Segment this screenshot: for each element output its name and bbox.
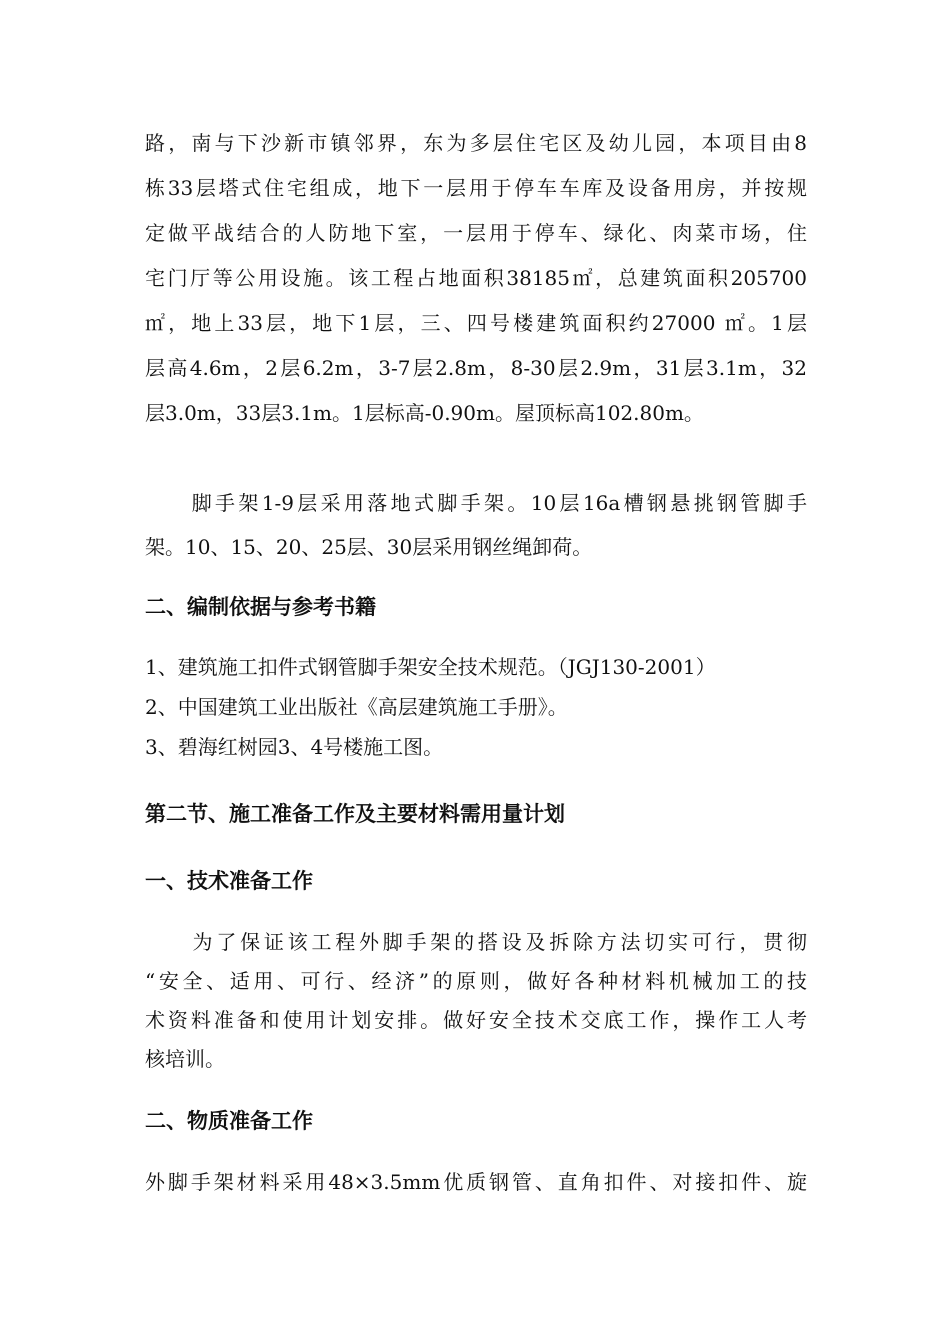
paragraph-line: 为了保证该工程外脚手架的搭设及拆除方法切实可行，贯彻 <box>145 930 807 954</box>
paragraph-line: 层高4.6m，2层6.2m，3-7层2.8m，8-30层2.9m，31层3.1m，32 <box>145 356 807 380</box>
reference-item: 3、碧海红树园3、4号楼施工图。 <box>145 735 444 759</box>
paragraph-line: 术资料准备和使用计划安排。做好安全技术交底工作，操作工人考 <box>145 1008 807 1032</box>
paragraph-line: 定做平战结合的人防地下室，一层用于停车、绿化、肉菜市场，住 <box>145 221 807 245</box>
section-heading: 一、技术准备工作 <box>145 869 313 893</box>
paragraph-line: 核培训。 <box>145 1047 225 1071</box>
paragraph-line: ㎡，地上33层，地下1层，三、四号楼建筑面积约27000 ㎡。1层 <box>145 311 807 335</box>
paragraph-line: 外脚手架材料采用48×3.5mm优质钢管、直角扣件、对接扣件、旋 <box>145 1170 807 1194</box>
reference-item: 2、中国建筑工业出版社《高层建筑施工手册》。 <box>145 695 568 719</box>
section-heading: 二、物质准备工作 <box>145 1109 313 1133</box>
paragraph-line: 路，南与下沙新市镇邻界，东为多层住宅区及幼儿园，本项目由8 <box>145 131 807 155</box>
paragraph-line: 架。10、15、20、25层、30层采用钢丝绳卸荷。 <box>145 535 593 559</box>
reference-item: 1、建筑施工扣件式钢管脚手架安全技术规范。（JGJ130-2001） <box>145 655 716 679</box>
paragraph-line: “安全、适用、可行、经济”的原则，做好各种材料机械加工的技 <box>145 969 807 993</box>
chapter-heading: 第二节、施工准备工作及主要材料需用量计划 <box>145 802 565 826</box>
paragraph-line: 层3.0m，33层3.1m。1层标高-0.90m。屋顶标高102.80m。 <box>145 401 704 425</box>
paragraph-line: 宅门厅等公用设施。该工程占地面积38185㎡，总建筑面积205700 <box>145 266 807 290</box>
paragraph-line: 脚手架1-9层采用落地式脚手架。10层16a槽钢悬挑钢管脚手 <box>145 491 807 515</box>
section-heading: 二、编制依据与参考书籍 <box>145 595 376 619</box>
paragraph-line: 栋33层塔式住宅组成，地下一层用于停车车库及设备用房，并按规 <box>145 176 807 200</box>
